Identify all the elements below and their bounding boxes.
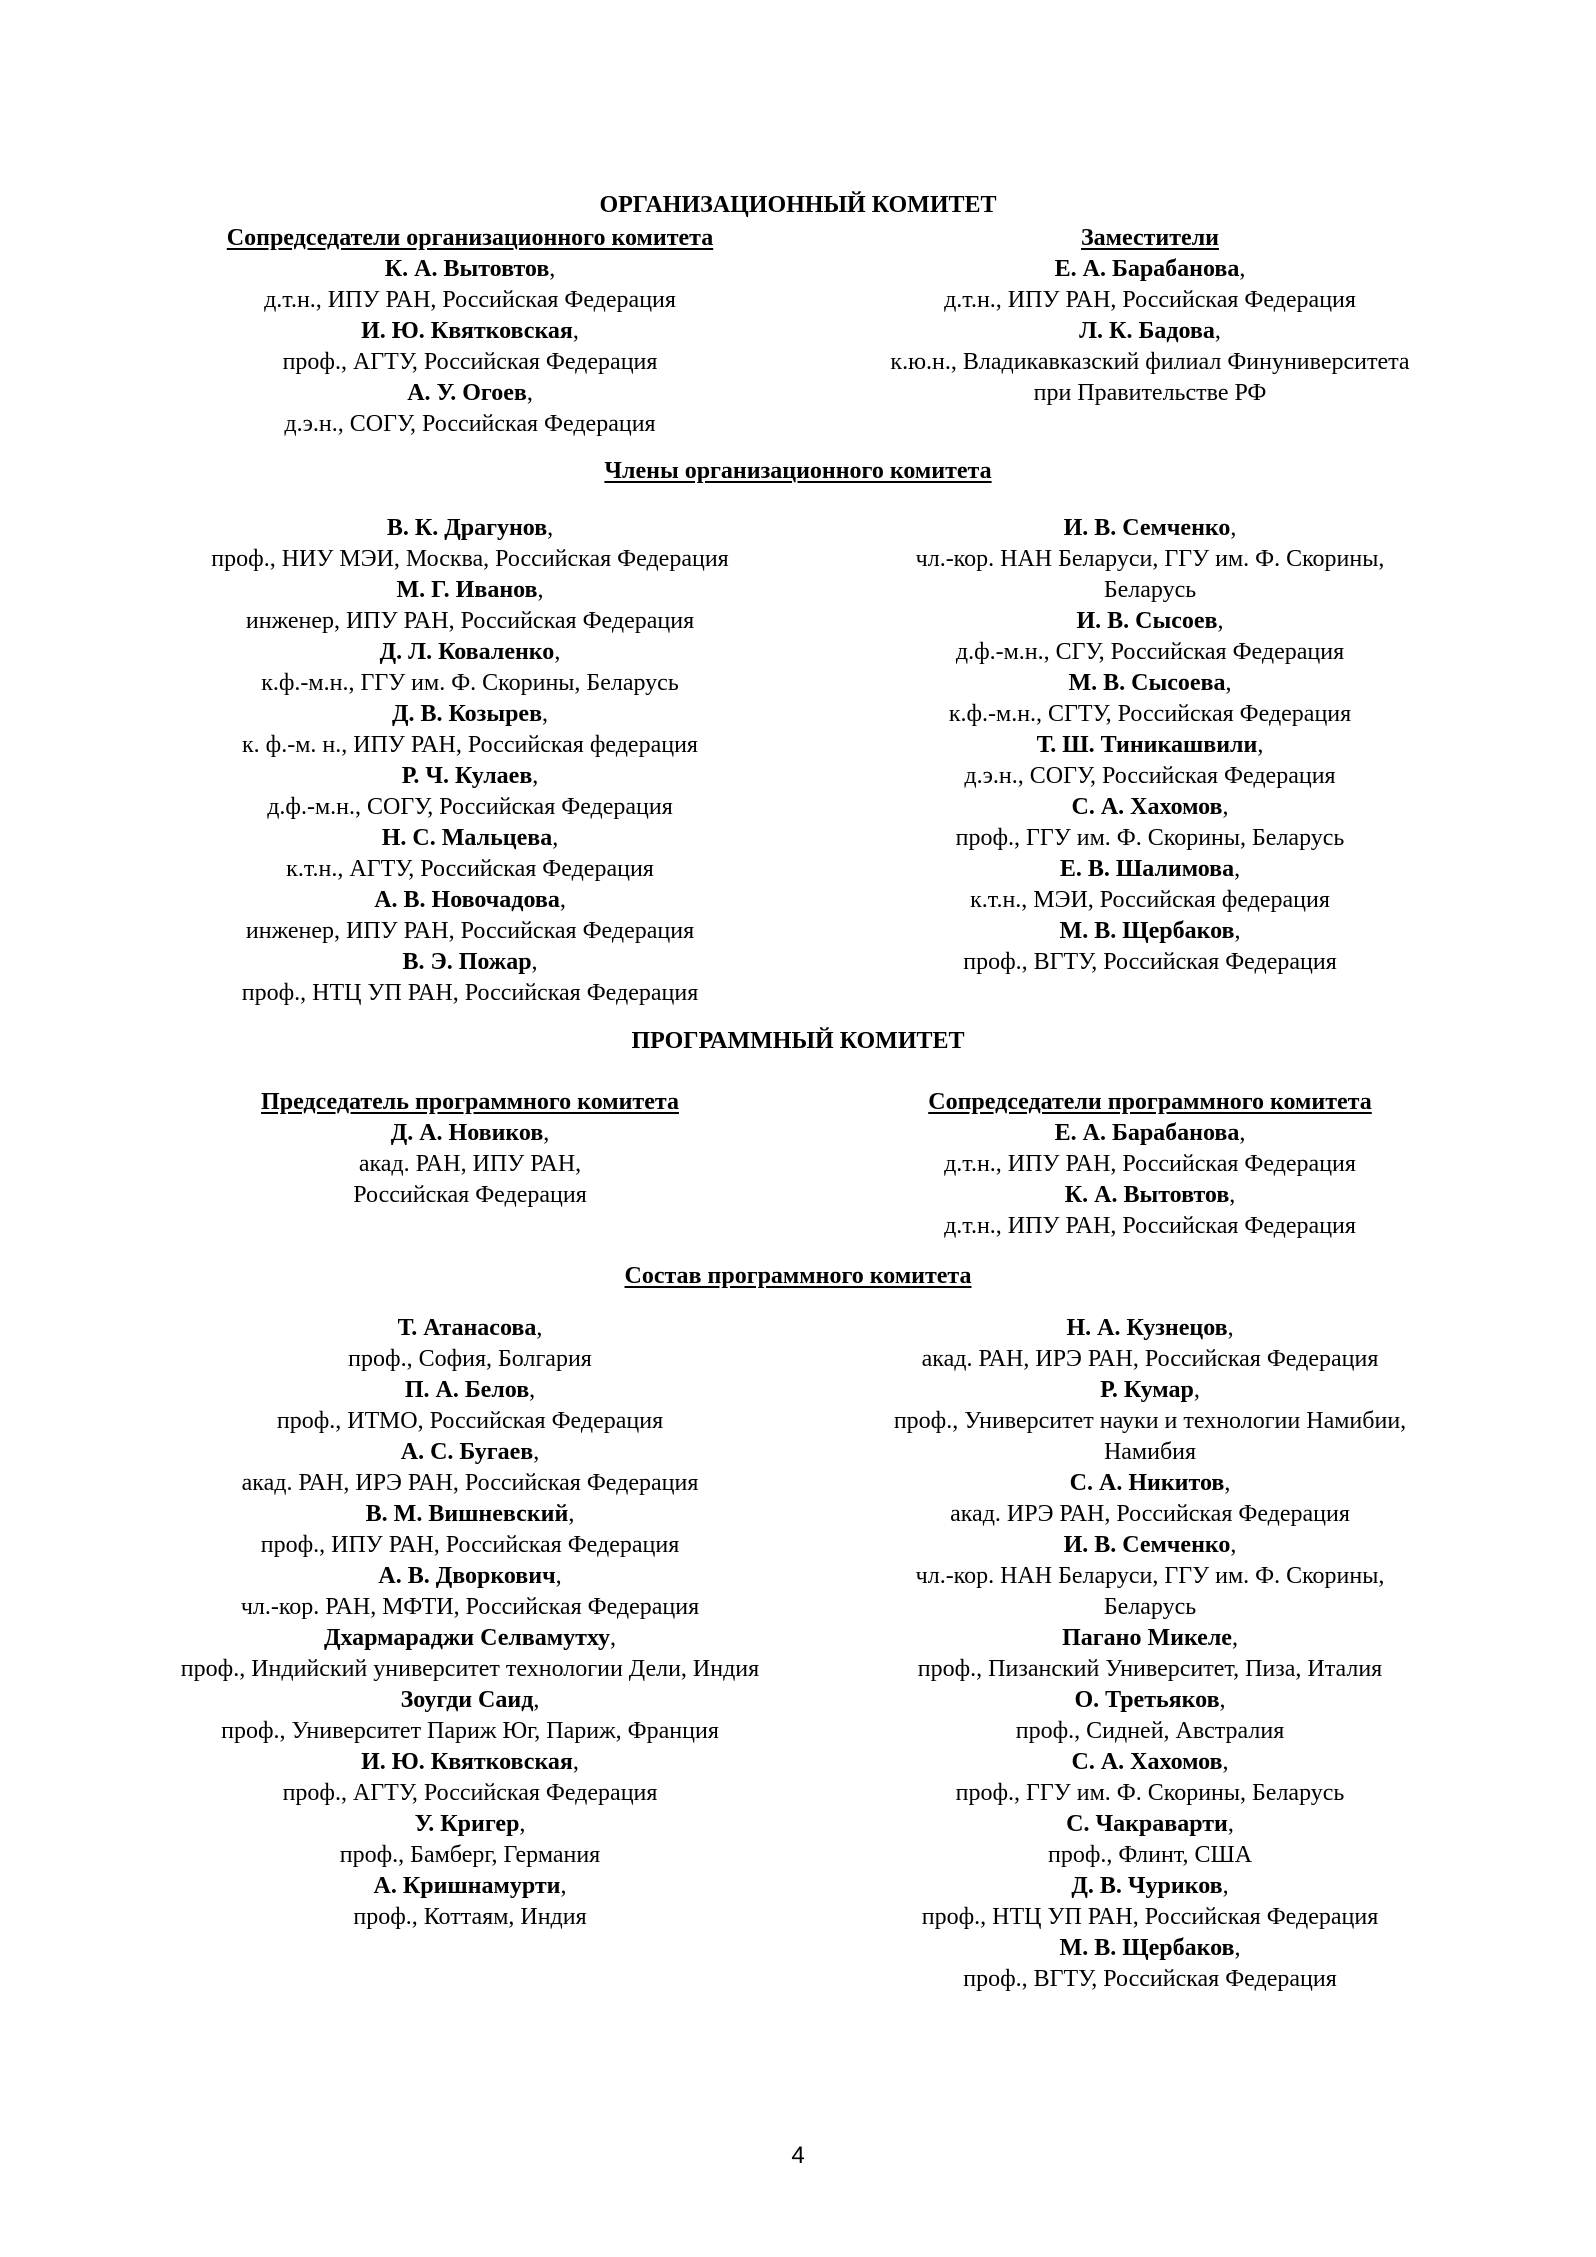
committee-member <box>800 854 1500 916</box>
member-name: С. А. Никитов, <box>1069 1470 1231 1496</box>
member-affiliation: проф., Университет Париж Юг, Париж, Франция <box>221 1718 719 1744</box>
committee-member <box>130 1313 810 1375</box>
member-name-text: М. В. Щербаков <box>1059 918 1235 944</box>
org-members-right <box>800 513 1500 978</box>
member-name: П. А. Белов, <box>404 1377 536 1403</box>
member-affiliation: проф., АГТУ, Российская Федерация <box>282 349 658 375</box>
committee-member <box>800 1468 1500 1530</box>
committee-member <box>130 1375 810 1437</box>
member-name: И. В. Семченко, <box>1063 1532 1237 1558</box>
member-name: Зоугди Саид, <box>400 1687 540 1713</box>
member-name: Д. А. Новиков, <box>390 1120 550 1146</box>
member-name: И. В. Сысоев, <box>1076 608 1224 634</box>
committee-member <box>130 316 810 378</box>
program-members-heading: Состав программного комитета <box>624 1263 972 1289</box>
member-name-text: Н. С. Мальцева <box>381 825 553 851</box>
member-name: С. А. Хахомов, <box>1071 1749 1229 1775</box>
member-affiliation: проф., Индийский университет технологии Дели, Индия <box>180 1656 760 1682</box>
member-affiliation: к.т.н., МЭИ, Российская федерация <box>970 887 1330 913</box>
person-list <box>130 1313 810 1933</box>
member-name: М. В. Сысоева, <box>1068 670 1232 696</box>
member-name: У. Кригер, <box>414 1811 526 1837</box>
member-name-text: Е. А. Барабанова <box>1054 256 1240 282</box>
member-name-text: А. Кришнамурти <box>373 1873 561 1899</box>
member-name-text: И. В. Семченко <box>1063 1532 1231 1558</box>
member-name: О. Третьяков, <box>1074 1687 1226 1713</box>
committee-member <box>800 254 1500 316</box>
member-name-text: Дхармараджи Селвамутху <box>323 1625 610 1651</box>
org-cochairs-heading: Сопредседатели организационного комитета <box>226 225 714 251</box>
member-affiliation: проф., Коттаям, Индия <box>353 1904 587 1930</box>
member-name: С. Чакраварти, <box>1066 1811 1234 1837</box>
member-name: Р. Ч. Кулаев, <box>401 763 539 789</box>
program-committee-title: ПРОГРАММНЫЙ КОМИТЕТ <box>631 1028 965 1054</box>
committee-member <box>800 1809 1500 1871</box>
member-name: Т. Атанасова, <box>397 1315 543 1341</box>
committee-member <box>800 1118 1500 1180</box>
member-affiliation: проф., НТЦ УП РАН, Российская Федерация <box>241 980 699 1006</box>
committee-member <box>130 1747 810 1809</box>
member-affiliation: к.т.н., АГТУ, Российская Федерация <box>286 856 654 882</box>
committee-member <box>800 668 1500 730</box>
member-name-text: Р. Кумар <box>1100 1377 1194 1403</box>
member-affiliation: д.т.н., ИПУ РАН, Российская Федерация <box>944 1213 1356 1239</box>
member-name-text: С. Чакраварти <box>1066 1811 1228 1837</box>
member-affiliation: проф., Флинт, США <box>1047 1842 1253 1868</box>
committee-member <box>800 1623 1500 1685</box>
member-name: М. В. Щербаков, <box>1059 1935 1241 1961</box>
committee-member <box>130 1871 810 1933</box>
committee-member <box>130 1499 810 1561</box>
org-cochairs-block <box>130 223 810 440</box>
member-name: А. В. Дворкович, <box>378 1563 562 1589</box>
member-name: А. Кришнамурти, <box>373 1873 567 1899</box>
committee-member <box>800 1375 1500 1468</box>
member-name-text: А. У. Огоев <box>407 380 527 406</box>
org-deputies-block <box>800 223 1500 409</box>
member-affiliation: проф., ВГТУ, Российская Федерация <box>963 1966 1337 1992</box>
program-members-left <box>130 1313 810 1933</box>
member-affiliation: акад. РАН, ИПУ РАН, <box>358 1151 582 1177</box>
program-chair-block <box>130 1087 810 1211</box>
member-name: В. Э. Пожар, <box>402 949 538 975</box>
member-name-text: Н. А. Кузнецов <box>1066 1315 1228 1341</box>
committee-member <box>130 1685 810 1747</box>
org-members-left <box>130 513 810 1009</box>
member-name-text: И. В. Сысоев <box>1076 608 1218 634</box>
member-affiliation: д.т.н., ИПУ РАН, Российская Федерация <box>264 287 676 313</box>
member-name-text: М. В. Сысоева <box>1068 670 1226 696</box>
member-affiliation: проф., Сидней, Австралия <box>1015 1718 1285 1744</box>
member-affiliation: д.т.н., ИПУ РАН, Российская Федерация <box>944 287 1356 313</box>
committee-member <box>130 1561 810 1623</box>
member-affiliation: проф., Университет науки и технологии Намибии, <box>893 1408 1407 1434</box>
committee-member <box>800 730 1500 792</box>
member-name-text: Т. Ш. Тиникашвили <box>1036 732 1258 758</box>
program-cochairs-block <box>800 1087 1500 1242</box>
member-name: И. Ю. Квятковская, <box>361 1749 579 1775</box>
person-list <box>130 1118 810 1211</box>
member-name-text: Л. К. Бадова <box>1079 318 1215 344</box>
program-cochairs-heading: Сопредседатели программного комитета <box>928 1089 1372 1115</box>
member-affiliation: инженер, ИПУ РАН, Российская Федерация <box>245 918 695 944</box>
committee-member <box>800 1313 1500 1375</box>
member-affiliation: д.э.н., СОГУ, Российская Федерация <box>964 763 1336 789</box>
member-name-text: К. А. Вытовтов <box>1064 1182 1230 1208</box>
program-members-heading-wrap <box>0 1261 1596 1292</box>
committee-member <box>130 947 810 1009</box>
member-affiliation: проф., АГТУ, Российская Федерация <box>282 1780 658 1806</box>
committee-member <box>800 1933 1500 1995</box>
member-name: Е. А. Барабанова, <box>1054 256 1246 282</box>
member-name: С. А. Хахомов, <box>1071 794 1229 820</box>
member-name-text: И. Ю. Квятковская <box>361 1749 573 1775</box>
org-members-heading-wrap <box>0 456 1596 487</box>
member-name-text: К. А. Вытовтов <box>384 256 550 282</box>
member-name: Дхармараджи Селвамутху, <box>323 1625 616 1651</box>
committee-member <box>800 513 1500 606</box>
committee-member <box>800 1685 1500 1747</box>
member-affiliation: проф., НИУ МЭИ, Москва, Российская Федерация <box>211 546 729 572</box>
member-affiliation: к.ф.-м.н., ГГУ им. Ф. Скорины, Беларусь <box>261 670 679 696</box>
member-name: Е. В. Шалимова, <box>1059 856 1241 882</box>
committee-member <box>130 761 810 823</box>
committee-member <box>800 316 1500 409</box>
member-name: Д. В. Чуриков, <box>1071 1873 1229 1899</box>
committee-member <box>130 699 810 761</box>
member-name: В. М. Вишневский, <box>365 1501 575 1527</box>
member-affiliation: проф., София, Болгария <box>348 1346 592 1372</box>
member-name-text: С. А. Никитов <box>1069 1470 1225 1496</box>
member-name-text: Е. В. Шалимова <box>1059 856 1235 882</box>
member-name-text: В. К. Драгунов <box>386 515 548 541</box>
member-name: А. С. Бугаев, <box>400 1439 540 1465</box>
committee-member <box>130 823 810 885</box>
member-name-text: О. Третьяков <box>1074 1687 1220 1713</box>
committee-member <box>800 606 1500 668</box>
committee-member <box>800 1871 1500 1933</box>
member-name-text: Зоугди Саид <box>400 1687 534 1713</box>
committee-member <box>130 885 810 947</box>
member-affiliation: к.ю.н., Владикавказский филиал Финуниверситета <box>890 349 1410 375</box>
member-name: Н. А. Кузнецов, <box>1066 1315 1234 1341</box>
member-name: В. К. Драгунов, <box>386 515 554 541</box>
person-list <box>130 254 810 440</box>
org-members-heading: Члены организационного комитета <box>604 458 992 484</box>
member-affiliation: акад. РАН, ИРЭ РАН, Российская Федерация <box>241 1470 699 1496</box>
member-name-text: П. А. Белов <box>404 1377 530 1403</box>
member-affiliation: проф., ИТМО, Российская Федерация <box>276 1408 664 1434</box>
committee-member <box>130 378 810 440</box>
member-name-text: М. Г. Иванов <box>396 577 538 603</box>
member-affiliation: д.ф.-м.н., СГУ, Российская Федерация <box>955 639 1345 665</box>
member-affiliation: при Правительстве РФ <box>1033 380 1267 406</box>
member-name: Р. Кумар, <box>1100 1377 1200 1403</box>
member-affiliation: проф., Бамберг, Германия <box>339 1842 601 1868</box>
member-name-text: Д. Л. Коваленко <box>379 639 555 665</box>
member-affiliation: чл.-кор. НАН Беларуси, ГГУ им. Ф. Скорины, <box>915 546 1385 572</box>
committee-member <box>800 1180 1500 1242</box>
member-name-text: С. А. Хахомов <box>1071 1749 1223 1775</box>
committee-member <box>130 1118 810 1211</box>
member-affiliation: проф., ГГУ им. Ф. Скорины, Беларусь <box>955 825 1345 851</box>
member-affiliation: проф., Пизанский Университет, Пиза, Италия <box>917 1656 1383 1682</box>
member-affiliation: к. ф.-м. н., ИПУ РАН, Российская федерация <box>242 732 698 758</box>
member-name: Н. С. Мальцева, <box>381 825 559 851</box>
member-affiliation: проф., ГГУ им. Ф. Скорины, Беларусь <box>955 1780 1345 1806</box>
committee-member <box>130 575 810 637</box>
member-affiliation: проф., НТЦ УП РАН, Российская Федерация <box>921 1904 1379 1930</box>
member-name-text: Е. А. Барабанова <box>1054 1120 1240 1146</box>
committee-member <box>800 1747 1500 1809</box>
member-name: Л. К. Бадова, <box>1079 318 1221 344</box>
member-affiliation: Намибия <box>1103 1439 1197 1465</box>
member-name: И. В. Семченко, <box>1063 515 1237 541</box>
member-name: Д. Л. Коваленко, <box>379 639 561 665</box>
member-name-text: Т. Атанасова <box>397 1315 537 1341</box>
member-name-text: И. В. Семченко <box>1063 515 1231 541</box>
person-list <box>800 1313 1500 1995</box>
member-name-text: Д. В. Козырев <box>391 701 543 727</box>
member-affiliation: Беларусь <box>1103 1594 1197 1620</box>
program-members-right <box>800 1313 1500 1995</box>
member-name-text: В. М. Вишневский <box>365 1501 569 1527</box>
member-name: К. А. Вытовтов, <box>1064 1182 1236 1208</box>
committee-member <box>130 637 810 699</box>
member-affiliation: проф., ИПУ РАН, Российская Федерация <box>260 1532 680 1558</box>
committee-member <box>800 792 1500 854</box>
org-deputies-heading: Заместители <box>1081 225 1219 251</box>
member-name-text: С. А. Хахомов <box>1071 794 1223 820</box>
member-name: Е. А. Барабанова, <box>1054 1120 1246 1146</box>
member-name: А. В. Новочадова, <box>374 887 566 913</box>
person-list <box>130 513 810 1009</box>
person-list <box>800 513 1500 978</box>
member-name: Пагано Микеле, <box>1062 1625 1238 1651</box>
program-chair-heading: Председатель программного комитета <box>261 1089 679 1115</box>
member-name: Д. В. Козырев, <box>391 701 549 727</box>
member-affiliation: д.т.н., ИПУ РАН, Российская Федерация <box>944 1151 1356 1177</box>
member-name: А. У. Огоев, <box>407 380 533 406</box>
member-name-text: В. Э. Пожар <box>402 949 532 975</box>
member-name-text: М. В. Щербаков <box>1059 1935 1235 1961</box>
member-name-text: А. В. Новочадова <box>374 887 560 913</box>
committee-member <box>130 513 810 575</box>
member-name: И. Ю. Квятковская, <box>361 318 579 344</box>
committee-member <box>130 1809 810 1871</box>
member-affiliation: Беларусь <box>1103 577 1197 603</box>
member-name-text: Р. Ч. Кулаев <box>401 763 533 789</box>
member-name-text: Пагано Микеле <box>1062 1625 1232 1651</box>
member-affiliation: чл.-кор. НАН Беларуси, ГГУ им. Ф. Скорины, <box>915 1563 1385 1589</box>
org-committee-title: ОРГАНИЗАЦИОННЫЙ КОМИТЕТ <box>599 192 997 218</box>
committee-member <box>130 254 810 316</box>
member-name: М. В. Щербаков, <box>1059 918 1241 944</box>
member-name: К. А. Вытовтов, <box>384 256 556 282</box>
member-name-text: А. В. Дворкович <box>378 1563 556 1589</box>
member-name-text: У. Кригер <box>414 1811 520 1837</box>
member-name: Т. Ш. Тиникашвили, <box>1036 732 1264 758</box>
committee-member <box>130 1437 810 1499</box>
page-number: 4 <box>791 2142 805 2169</box>
member-affiliation: проф., ВГТУ, Российская Федерация <box>963 949 1337 975</box>
member-name-text: Д. А. Новиков <box>390 1120 544 1146</box>
member-affiliation: к.ф.-м.н., СГТУ, Российская Федерация <box>948 701 1352 727</box>
member-affiliation: акад. РАН, ИРЭ РАН, Российская Федерация <box>921 1346 1379 1372</box>
committee-member <box>130 1623 810 1685</box>
member-affiliation: инженер, ИПУ РАН, Российская Федерация <box>245 608 695 634</box>
member-name-text: А. С. Бугаев <box>400 1439 534 1465</box>
member-affiliation: чл.-кор. РАН, МФТИ, Российская Федерация <box>240 1594 700 1620</box>
member-affiliation: д.ф.-м.н., СОГУ, Российская Федерация <box>267 794 673 820</box>
member-name-text: И. Ю. Квятковская <box>361 318 573 344</box>
member-affiliation: Российская Федерация <box>353 1182 587 1208</box>
member-affiliation: д.э.н., СОГУ, Российская Федерация <box>284 411 656 437</box>
member-name-text: Д. В. Чуриков <box>1071 1873 1223 1899</box>
person-list <box>800 254 1500 409</box>
committee-member <box>800 1530 1500 1623</box>
member-name: М. Г. Иванов, <box>396 577 544 603</box>
committee-member <box>800 916 1500 978</box>
person-list <box>800 1118 1500 1242</box>
member-affiliation: акад. ИРЭ РАН, Российская Федерация <box>950 1501 1350 1527</box>
